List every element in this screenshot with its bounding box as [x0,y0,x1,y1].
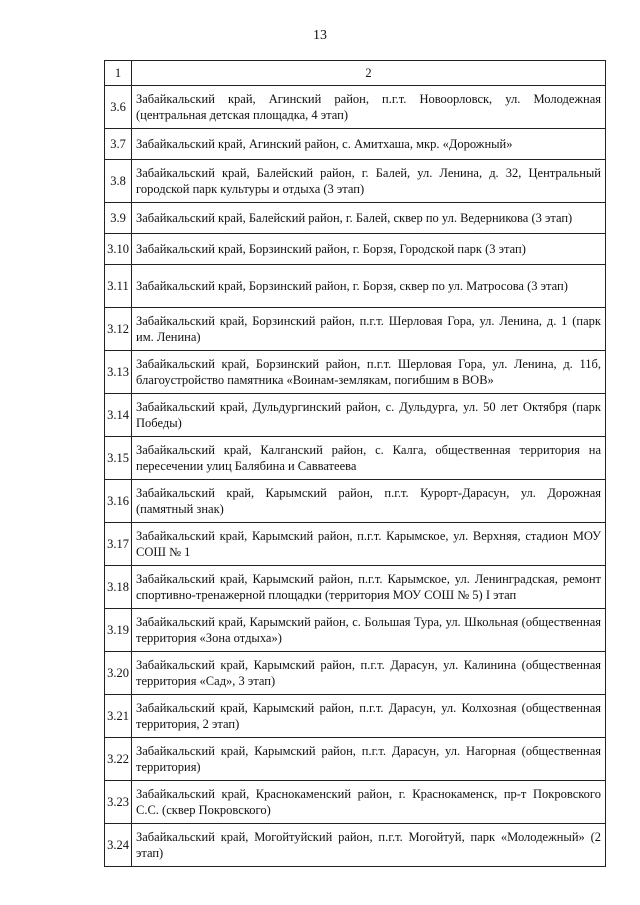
table-row [105,203,606,234]
row-number: 3.14 [105,394,132,437]
row-text: Забайкальский край, Карымский район, п.г.т. Дарасун, ул. Нагорная (общественная территория) [132,738,606,781]
row-text: Забайкальский край, Карымский район, п.г.т. Курорт-Дарасун, ул. Дорожная (памятный знак) [132,480,606,523]
row-number: 3.16 [105,480,132,523]
locations-table [104,60,606,867]
row-number: 3.6 [105,86,132,129]
row-text: Забайкальский край, Карымский район, п.г.т. Дарасун, ул. Колхозная (общественная территория, 2 этап) [132,695,606,738]
row-text: Забайкальский край, Балейский район, г. Балей, ул. Ленина, д. 32, Центральный городской парк культуры и отдыха (3 этап) [132,160,606,203]
table-row [105,695,606,738]
row-text: Забайкальский край, Борзинский район, п.г.т. Шерловая Гора, ул. Ленина, д. 11б, благоустройство памятника «Воинам-землякам, погибшим в ВОВ» [132,351,606,394]
row-text: Забайкальский край, Дульдургинский район, с. Дульдурга, ул. 50 лет Октября (парк Победы) [132,394,606,437]
table-row [105,609,606,652]
row-text: Забайкальский край, Карымский район, п.г.т. Карымское, ул. Ленинградская, ремонт спортивно-тренажерной площадки (территория МОУ СОШ № 5) I этап [132,566,606,609]
table-row [105,480,606,523]
row-text: Забайкальский край, Борзинский район, п.г.т. Шерловая Гора, ул. Ленина, д. 1 (парк им. Ленина) [132,308,606,351]
table-row [105,265,606,308]
row-text: Забайкальский край, Агинский район, п.г.т. Новоорловск, ул. Молодежная (центральная детская площадка, 4 этап) [132,86,606,129]
row-number: 3.9 [105,203,132,234]
row-number: 3.21 [105,695,132,738]
row-number: 3.18 [105,566,132,609]
table-row [105,824,606,867]
row-text: Забайкальский край, Могойтуйский район, п.г.т. Могойтуй, парк «Молодежный» (2 этап) [132,824,606,867]
row-text: Забайкальский край, Борзинский район, г. Борзя, сквер по ул. Матросова (3 этап) [132,265,606,308]
row-number: 3.19 [105,609,132,652]
table-body [105,61,606,867]
header-cell-2: 2 [132,61,606,86]
row-text: Забайкальский край, Краснокаменский район, г. Краснокаменск, пр-т Покровского С.С. (сквер Покровского) [132,781,606,824]
row-text: Забайкальский край, Карымский район, п.г.т. Дарасун, ул. Калинина (общественная территория «Сад», 3 этап) [132,652,606,695]
table-row [105,394,606,437]
table-row [105,129,606,160]
table-row [105,437,606,480]
row-number: 3.24 [105,824,132,867]
row-number: 3.15 [105,437,132,480]
table-row [105,566,606,609]
row-number: 3.17 [105,523,132,566]
table-row [105,652,606,695]
row-number: 3.23 [105,781,132,824]
row-number: 3.8 [105,160,132,203]
row-number: 3.12 [105,308,132,351]
row-number: 3.20 [105,652,132,695]
header-cell-1: 1 [105,61,132,86]
row-number: 3.11 [105,265,132,308]
row-text: Забайкальский край, Агинский район, с. Амитхаша, мкр. «Дорожный» [132,129,606,160]
row-text: Забайкальский край, Карымский район, с. Большая Тура, ул. Школьная (общественная территория «Зона отдыха») [132,609,606,652]
table-row [105,738,606,781]
row-text: Забайкальский край, Борзинский район, г. Борзя, Городской парк (3 этап) [132,234,606,265]
row-number: 3.7 [105,129,132,160]
table-row [105,160,606,203]
page-number: 13 [313,28,327,43]
row-number: 3.10 [105,234,132,265]
row-number: 3.22 [105,738,132,781]
table-row [105,234,606,265]
row-text: Забайкальский край, Карымский район, п.г.т. Карымское, ул. Верхняя, стадион МОУ СОШ № 1 [132,523,606,566]
table-row [105,523,606,566]
table-row [105,308,606,351]
row-text: Забайкальский край, Балейский район, г. Балей, сквер по ул. Ведерникова (3 этап) [132,203,606,234]
row-number: 3.13 [105,351,132,394]
table-header-row [105,61,606,86]
table-row [105,86,606,129]
table-row [105,351,606,394]
table-row [105,781,606,824]
row-text: Забайкальский край, Калганский район, с. Калга, общественная территория на пересечении улиц Балябина и Савватеева [132,437,606,480]
